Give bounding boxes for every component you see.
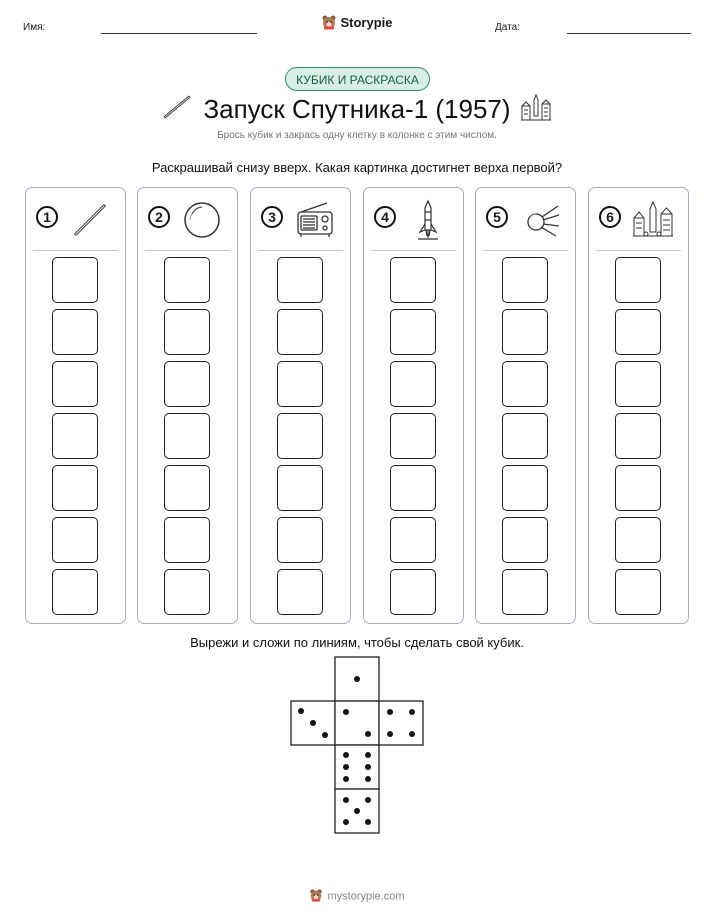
footer <box>0 888 714 905</box>
date-label: Дата: <box>495 22 520 33</box>
color-cell[interactable] <box>52 257 98 303</box>
color-cell[interactable] <box>615 361 661 407</box>
launch-site-icon <box>631 198 675 242</box>
column-number: 4 <box>374 206 396 228</box>
column-divider <box>145 250 230 251</box>
color-cell[interactable] <box>52 569 98 615</box>
activity-badge: КУБИК И РАСКРАСКА <box>285 67 430 91</box>
color-cell[interactable] <box>502 517 548 563</box>
color-cell[interactable] <box>277 361 323 407</box>
column-number: 1 <box>36 206 58 228</box>
brand-name: Storypie <box>340 14 393 30</box>
page-subtitle: Брось кубик и закрась одну клетку в колонке с этим числом. <box>217 130 497 141</box>
color-cell[interactable] <box>615 517 661 563</box>
color-cell[interactable] <box>277 569 323 615</box>
bear-icon <box>309 888 323 905</box>
date-line <box>567 33 691 34</box>
color-cell[interactable] <box>164 361 210 407</box>
color-cell[interactable] <box>52 465 98 511</box>
column-6 <box>588 187 689 624</box>
column-1 <box>25 187 126 624</box>
footer-url: mystorypie.com <box>327 890 405 903</box>
color-cell[interactable] <box>615 413 661 459</box>
color-cell[interactable] <box>164 309 210 355</box>
brand-logo <box>0 14 714 33</box>
coloring-instruction: Раскрашивай снизу вверх. Какая картинка достигнет верха первой? <box>151 160 563 175</box>
color-cell[interactable] <box>52 361 98 407</box>
radio-icon <box>293 198 337 242</box>
color-cell[interactable] <box>502 309 548 355</box>
color-cell[interactable] <box>502 257 548 303</box>
color-cell[interactable] <box>164 517 210 563</box>
color-cell[interactable] <box>615 569 661 615</box>
color-cell[interactable] <box>164 465 210 511</box>
color-cell[interactable] <box>502 569 548 615</box>
color-cell[interactable] <box>277 517 323 563</box>
name-line <box>101 33 257 34</box>
color-cell[interactable] <box>164 413 210 459</box>
column-2 <box>137 187 238 624</box>
color-cell[interactable] <box>277 465 323 511</box>
color-cell[interactable] <box>277 413 323 459</box>
bear-icon <box>321 14 337 33</box>
column-divider <box>596 250 681 251</box>
color-cell[interactable] <box>390 465 436 511</box>
color-cell[interactable] <box>52 309 98 355</box>
column-number: 6 <box>599 206 621 228</box>
rocket-icon <box>406 198 450 242</box>
color-cell[interactable] <box>502 413 548 459</box>
color-cell[interactable] <box>390 517 436 563</box>
column-number: 3 <box>261 206 283 228</box>
color-cell[interactable] <box>52 517 98 563</box>
color-cell[interactable] <box>390 361 436 407</box>
antenna-rod-icon <box>68 198 112 242</box>
color-cell[interactable] <box>390 413 436 459</box>
die-face-4 <box>379 701 423 745</box>
column-divider <box>33 250 118 251</box>
column-number: 2 <box>148 206 170 228</box>
color-cell[interactable] <box>164 569 210 615</box>
die-face-2 <box>335 701 379 745</box>
color-cell[interactable] <box>390 309 436 355</box>
column-4 <box>363 187 464 624</box>
column-divider <box>258 250 343 251</box>
color-cell[interactable] <box>390 569 436 615</box>
column-divider <box>371 250 456 251</box>
die-face-6 <box>335 745 379 789</box>
color-cell[interactable] <box>502 361 548 407</box>
sphere-icon <box>180 198 224 242</box>
color-cell[interactable] <box>502 465 548 511</box>
color-cell[interactable] <box>164 257 210 303</box>
column-divider <box>483 250 568 251</box>
column-number: 5 <box>486 206 508 228</box>
color-cell[interactable] <box>277 257 323 303</box>
color-cell[interactable] <box>615 309 661 355</box>
launch-site-icon <box>520 92 552 122</box>
page-title: Запуск Спутника-1 (1957) <box>203 94 511 124</box>
color-cell[interactable] <box>52 413 98 459</box>
sputnik-satellite-icon <box>518 198 562 242</box>
color-cell[interactable] <box>615 257 661 303</box>
color-cell[interactable] <box>615 465 661 511</box>
color-cell[interactable] <box>277 309 323 355</box>
color-cell[interactable] <box>390 257 436 303</box>
name-label: Имя: <box>23 22 46 33</box>
column-3 <box>250 187 351 624</box>
dice-net <box>289 656 427 836</box>
cut-instruction: Вырежи и сложи по линиям, чтобы сделать свой кубик. <box>190 635 524 650</box>
column-5 <box>475 187 576 624</box>
